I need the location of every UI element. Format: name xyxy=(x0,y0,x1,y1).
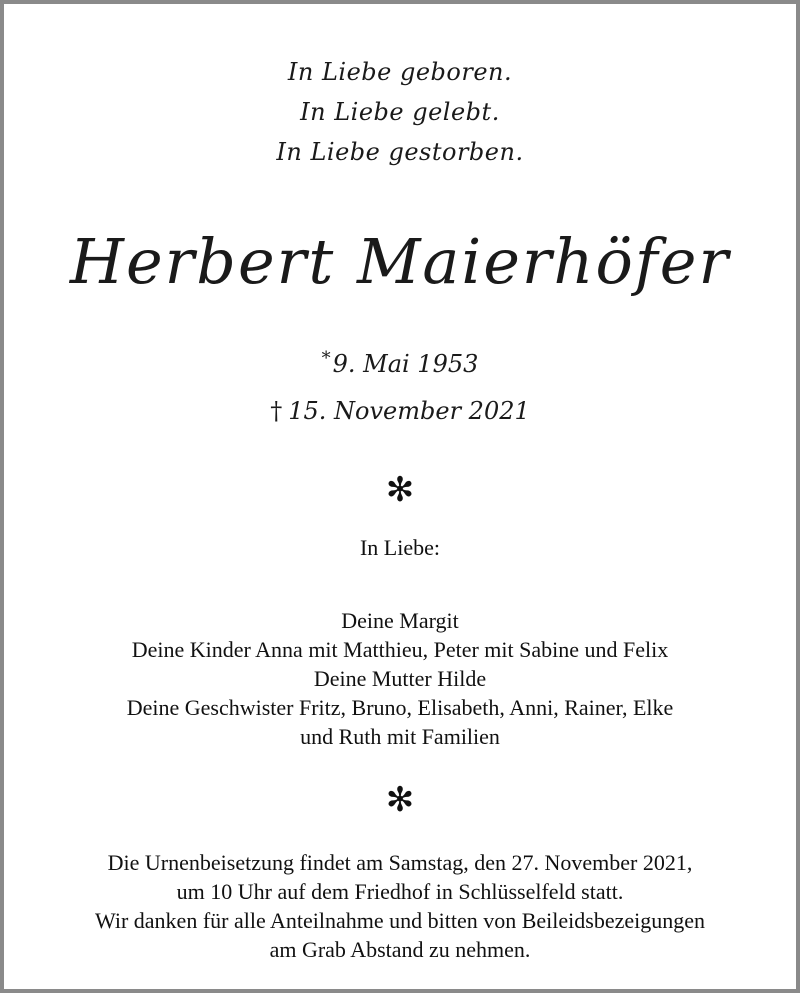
asterisk-flower-icon: ✻ xyxy=(385,780,415,820)
service-line: um 10 Uhr auf dem Friedhof in Schlüsselfeld statt. xyxy=(176,879,624,904)
motto-line-born: In Liebe geboren. xyxy=(287,58,513,86)
service-info xyxy=(4,848,796,964)
death-date: 15. November 2021 xyxy=(288,397,530,425)
mourner-line: und Ruth mit Familien xyxy=(300,724,500,749)
mourner-line: Deine Mutter Hilde xyxy=(313,666,487,691)
mourner-line: Deine Geschwister Fritz, Bruno, Elisabeth, Anni, Rainer, Elke xyxy=(126,695,674,720)
life-dates xyxy=(4,342,796,433)
death-cross-icon: † xyxy=(270,397,283,425)
service-line: am Grab Abstand zu nehmen. xyxy=(269,937,531,962)
birth-star-icon: * xyxy=(321,348,331,369)
motto-line-lived: In Liebe gelebt. xyxy=(300,98,500,126)
motto-line-died: In Liebe gestorben. xyxy=(276,138,524,166)
mourner-line: Deine Margit xyxy=(341,608,459,633)
service-line: Wir danken für alle Anteilnahme und bitten von Beileidsbezeigungen xyxy=(94,908,706,933)
asterisk-flower-icon: ✻ xyxy=(385,470,415,510)
service-line: Die Urnenbeisetzung findet am Samstag, den 27. November 2021, xyxy=(107,850,693,875)
birth-date-line xyxy=(4,342,796,389)
deceased-name: Herbert Maierhöfer xyxy=(69,225,731,298)
mourners-intro: In Liebe: xyxy=(359,535,441,560)
mourner-line: Deine Kinder Anna mit Matthieu, Peter mit Sabine und Felix xyxy=(131,637,669,662)
birth-date: 9. Mai 1953 xyxy=(332,350,479,378)
death-date-line xyxy=(4,389,796,433)
mourners-list xyxy=(4,606,796,751)
motto xyxy=(4,52,796,172)
